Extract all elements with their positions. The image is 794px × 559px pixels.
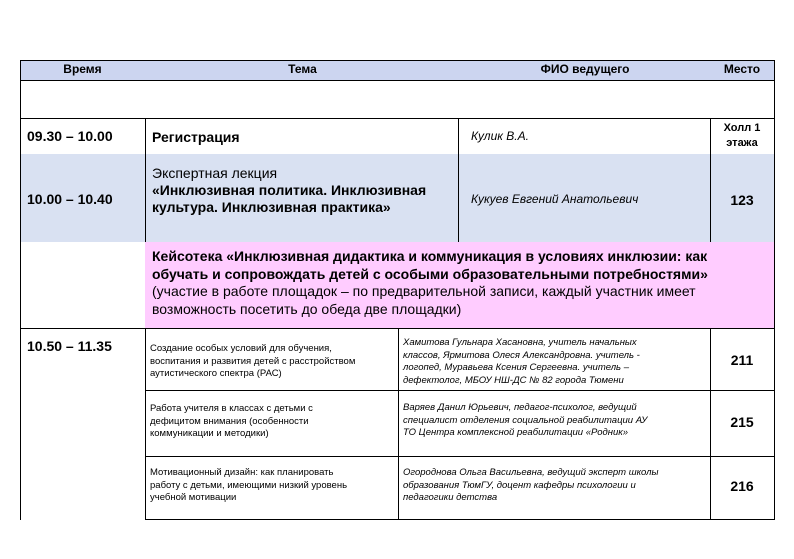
workshop-1-topic-line3: аутистического спектра (РАС) — [150, 368, 282, 379]
workshop-3-topic-line2: работу с детьми, имеющими низкий уровень — [150, 479, 348, 491]
registration-time: 09.30 – 10.00 — [27, 128, 113, 144]
workshop-3-presenter-line3: педагогики детства — [403, 492, 498, 503]
workshop-1-presenter-line2: классов, Ярмитова Олеся Александровна. учитель - — [403, 349, 640, 361]
workshop-2-topic-line3: коммуникации и методики) — [150, 428, 269, 439]
case-note-line2: возможность посетить до обеда две площадки) — [152, 300, 462, 317]
workshop-3-presenter — [403, 467, 708, 505]
workshop-1-topic-line2: воспитания и развития детей с расстройством — [150, 355, 356, 367]
header-time: Время — [63, 62, 102, 76]
header-topic: Тема — [288, 62, 317, 76]
workshops-time: 10.50 – 11.35 — [27, 338, 112, 354]
workshop-2-presenter-line3: ТО Центра комплексной реабилитации «Родник» — [403, 427, 629, 438]
workshop-1-place: 211 — [730, 352, 754, 368]
lecture-topic — [152, 165, 457, 216]
workshop-1-presenter-line3: логопед, Муравьева Ксения Сергеевна. учитель – — [403, 362, 629, 373]
lecture-place: 123 — [730, 192, 754, 208]
workshop-3-topic-line1: Мотивационный дизайн: как планировать — [150, 467, 334, 478]
header-presenter: ФИО ведущего — [540, 62, 630, 76]
workshop-2-topic-line2: дефицитом внимания (особенности — [150, 415, 309, 427]
lecture-topic-line1: Экспертная лекция — [152, 165, 278, 181]
workshop-3-presenter-line2: образования ТюмГУ, доцент кафедры психологии и — [403, 479, 636, 491]
workshop-3-presenter-line1: Огороднова Ольга Васильевна, ведущий эксперт школы — [403, 467, 659, 478]
registration-topic: Регистрация — [152, 129, 240, 145]
workshop-2-presenter-line2: специалист отделения социальной реабилитации АУ — [403, 414, 648, 426]
case-description — [152, 248, 772, 318]
workshop-1-presenter — [403, 337, 708, 387]
lecture-time: 10.00 – 10.40 — [27, 191, 113, 207]
registration-place — [710, 121, 774, 151]
workshop-3-place: 216 — [730, 478, 754, 494]
lecture-topic-line3: культура. Инклюзивная практика» — [152, 199, 391, 215]
workshop-1-topic-line1: Создание особых условий для обучения, — [150, 343, 332, 354]
workshop-2-topic-line1: Работа учителя в классах с детьми с — [150, 403, 313, 414]
workshop-1-topic — [150, 343, 395, 381]
workshop-2-presenter — [403, 402, 708, 440]
case-title-line1: Кейсотека «Инклюзивная дидактика и коммуникация в условиях инклюзии: как — [152, 248, 708, 264]
workshop-2-place: 215 — [730, 414, 754, 430]
registration-place-line2: этажа — [726, 137, 758, 149]
lecture-topic-line2: «Инклюзивная политика. Инклюзивная — [152, 182, 427, 198]
lecture-presenter: Кукуев Евгений Анатольевич — [471, 192, 639, 206]
case-title-line2: обучать и сопровождать детей с особыми образовательными потребностями» — [152, 265, 708, 282]
workshop-3-topic-line3: учебной мотивации — [150, 492, 237, 503]
registration-presenter: Кулик В.А. — [471, 129, 529, 143]
workshop-2-topic — [150, 403, 395, 441]
case-note-line1: (участие в работе площадок – по предварительной записи, каждый участник имеет — [152, 283, 696, 299]
workshop-3-topic — [150, 467, 395, 505]
header-place: Место — [723, 62, 761, 76]
workshop-1-presenter-line1: Хамитова Гульнара Хасановна, учитель начальных — [403, 337, 637, 348]
registration-place-line1: Холл 1 — [723, 122, 761, 134]
workshop-1-presenter-line4: дефектолог, МБОУ НШ-ДС № 82 города Тюмени — [403, 374, 624, 386]
workshop-2-presenter-line1: Варяев Данил Юрьевич, педагог-психолог, ведущий — [403, 402, 637, 413]
